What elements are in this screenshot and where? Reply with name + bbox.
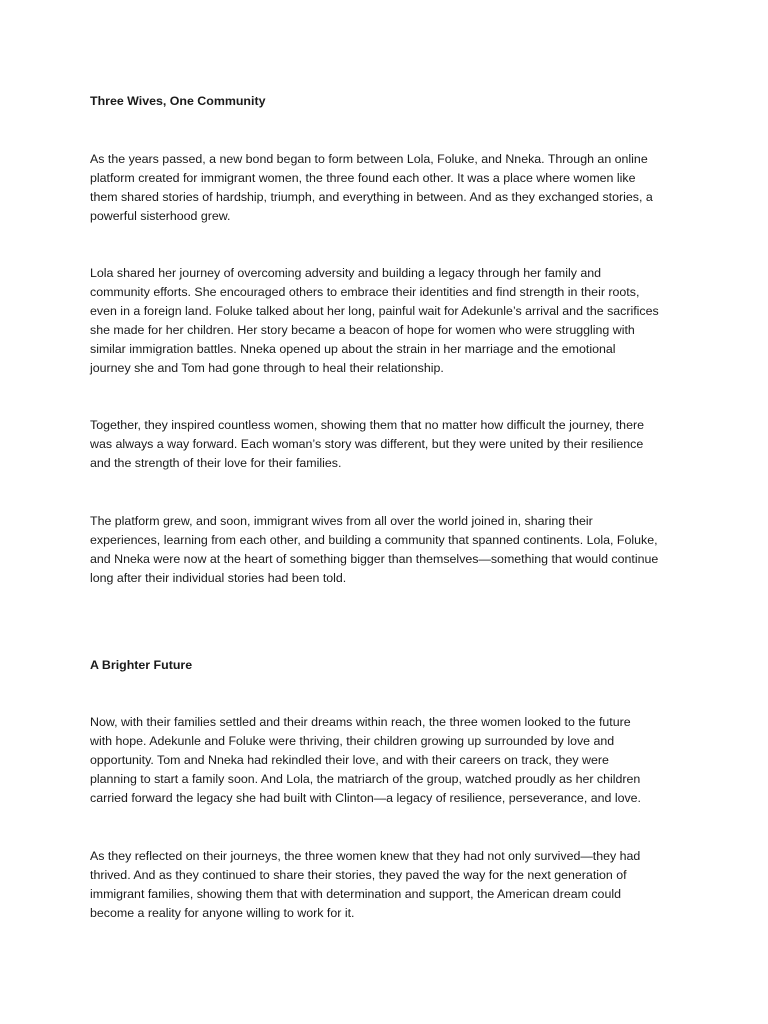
paragraph: [90, 512, 682, 588]
text-line: powerful sisterhood grew.: [90, 208, 231, 223]
text-line: Lola shared her journey of overcoming adversity and building a legacy through her family and: [90, 266, 602, 280]
text-line: long after their individual stories had been told.: [90, 570, 347, 585]
text-line: The platform grew, and soon, immigrant wives from all over the world joined in, sharing their: [90, 514, 593, 528]
text-line: planning to start a family soon. And Lola, the matriarch of the group, watched proudly as her children: [90, 771, 641, 786]
section-heading: Three Wives, One Community: [90, 94, 266, 108]
text-line: them shared stories of hardship, triumph, and everything in between. And as they exchanged stories, a: [90, 189, 653, 204]
paragraph: [90, 416, 682, 473]
paragraph: [90, 264, 682, 377]
text-line: similar immigration battles. Nneka opened up about the strain in her marriage and the emotional: [90, 341, 616, 356]
paragraph: [90, 150, 682, 226]
text-line: thrived. And as they continued to share their stories, they paved the way for the next generation of: [90, 867, 627, 882]
text-line: carried forward the legacy she had built with Clinton—a legacy of resilience, perseverance, and love.: [90, 790, 641, 805]
text-line: As they reflected on their journeys, the three women knew that they had not only survived—they had: [90, 849, 641, 863]
text-line: with hope. Adekunle and Foluke were thriving, their children growing up surrounded by love and: [90, 733, 615, 748]
text-line: Together, they inspired countless women, showing them that no matter how difficult the journey, there: [90, 418, 644, 432]
text-line: was always a way forward. Each woman’s story was different, but they were united by their resilience: [90, 436, 644, 451]
text-line: become a reality for anyone willing to work for it.: [90, 905, 355, 920]
text-line: even in a foreign land. Foluke talked about her long, painful wait for Adekunle’s arrival and the sacrifices: [90, 303, 659, 318]
text-line: and the strength of their love for their families.: [90, 455, 342, 470]
text-line: experiences, learning from each other, and building a community that spanned continents. Lola, Foluke,: [90, 532, 658, 547]
text-line: and Nneka were now at the heart of something bigger than themselves—something that would continue: [90, 551, 659, 566]
paragraph: [90, 713, 682, 808]
text-line: journey she and Tom had gone through to heal their relationship.: [90, 360, 444, 375]
text-line: opportunity. Tom and Nneka had rekindled their love, and with their careers on track, they were: [90, 752, 609, 767]
text-line: she made for her children. Her story became a beacon of hope for women who were struggling with: [90, 322, 635, 337]
text-line: platform created for immigrant women, the three found each other. It was a place where women like: [90, 170, 636, 185]
section-heading: A Brighter Future: [90, 658, 193, 672]
text-line: Now, with their families settled and their dreams within reach, the three women looked to the future: [90, 715, 631, 729]
text-line: immigrant families, showing them that with determination and support, the American dream could: [90, 886, 621, 901]
paragraph: [90, 847, 682, 923]
text-line: community efforts. She encouraged others to embrace their identities and find strength in their roots,: [90, 284, 640, 299]
text-line: As the years passed, a new bond began to form between Lola, Foluke, and Nneka. Through an online: [90, 152, 648, 166]
